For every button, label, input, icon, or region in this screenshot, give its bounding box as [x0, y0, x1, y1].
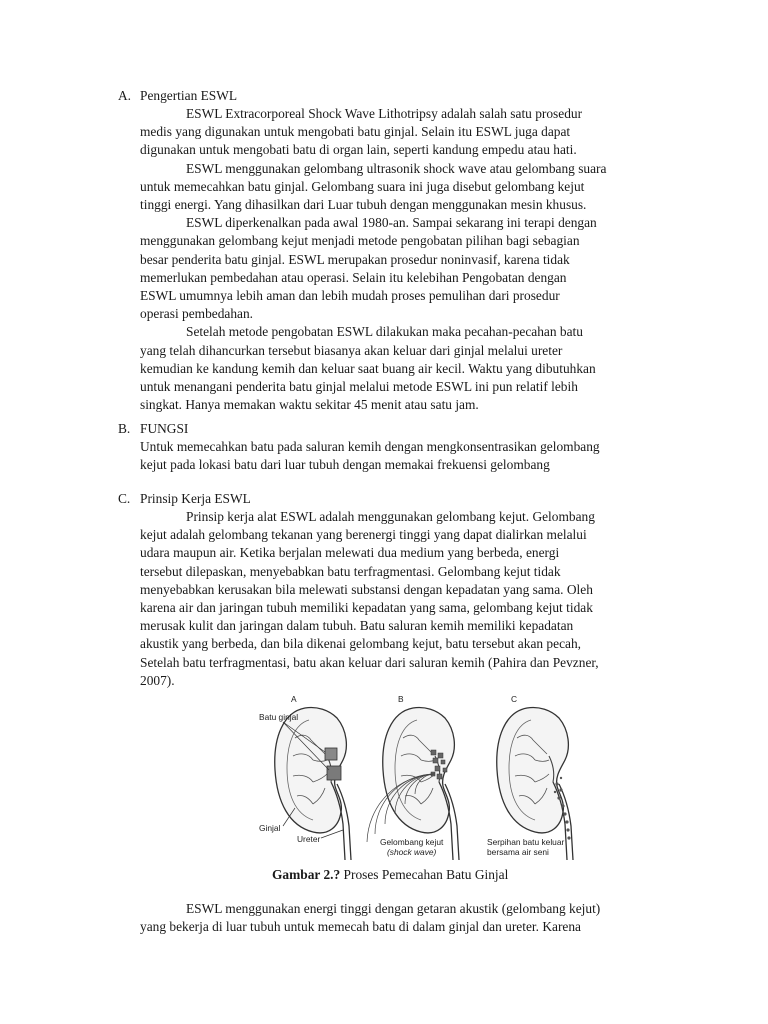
text-line: ESWL menggunakan energi tinggi dengan getaran akustik (gelombang kejut): [186, 901, 601, 916]
text-line: singkat. Hanya memakan waktu sekitar 45 menit atau satu jam.: [140, 397, 479, 413]
text-line: digunakan untuk mengobati batu di organ lain, seperti kandung empedu atau hati.: [140, 142, 577, 158]
figure-caption-text: Proses Pemecahan Batu Ginjal: [340, 867, 509, 882]
text-line: tersebut dilepaskan, menyebabkan batu terfragmentasi. Gelombang kejut tidak: [140, 563, 561, 579]
text-line: 2007).: [140, 672, 175, 688]
text-line: kejut adalah gelombang tekanan yang berenergi tinggi yang dapat dialirkan melalui: [140, 527, 587, 543]
text-line: Setelah metode pengobatan ESWL dilakukan maka pecahan-pecahan batu: [186, 324, 583, 340]
text-line: kemudian ke kandung kemih dan keluar saat buang air kecil. Waktu yang dibutuhkan: [140, 360, 596, 376]
text-line: besar penderita batu ginjal. ESWL merupakan prosedur noninvasif, karena tidak: [140, 251, 570, 267]
panel-label-a: A: [291, 694, 297, 704]
label-bersama-air-seni: bersama air seni: [487, 847, 549, 857]
section-c-title: Prinsip Kerja ESWL: [140, 491, 251, 506]
kidney-stone-lower: [327, 766, 341, 780]
section-b-title: FUNGSI: [140, 421, 189, 436]
section-a-letter: A.: [118, 88, 132, 103]
label-serpihan-batu: Serpihan batu keluar: [487, 837, 565, 847]
section-b-heading: [118, 420, 188, 438]
label-shock-wave: (shock wave): [387, 847, 437, 857]
text-line: menyebabkan kerusakan bila melewati substansi dengan kepadatan yang sama. Oleh: [140, 581, 593, 597]
text-line: ESWL Extracorporeal Shock Wave Lithotripsy adalah salah satu prosedur: [186, 106, 583, 121]
text-line: Setelah batu terfragmentasi, batu akan keluar dari saluran kemih (Pahira dan Pevzner,: [140, 654, 599, 670]
text-line: karena air dan jaringan tubuh memiliki kepadatan yang sama, gelombang kejut tidak: [140, 600, 593, 616]
text-line: ESWL umumnya lebih aman dan lebih mudah proses pemulihan dari prosedur: [140, 288, 560, 304]
section-a-title: Pengertian ESWL: [140, 88, 238, 103]
text-line: memerlukan pembedahan atau operasi. Selain itu kelebihan Pengobatan dengan: [140, 269, 567, 285]
text-line: akustik yang berbeda, dan bila dikenai gelombang kejut, batu tersebut akan pecah,: [140, 636, 581, 652]
text-line: udara maupun air. Ketika berjalan melewati dua medium yang berbeda, energi: [140, 545, 560, 561]
section-a-body: [140, 105, 676, 414]
section-c-letter: C.: [118, 491, 131, 506]
section-c-body: [140, 508, 676, 690]
panel-label-c: C: [511, 694, 518, 704]
figure-caption-number: Gambar 2.?: [272, 867, 341, 882]
text-line: untuk memecahkan batu ginjal. Gelombang suara ini juga disebut gelombang kejut: [140, 178, 585, 194]
section-a-heading: [118, 87, 237, 105]
text-line: untuk menangani penderita batu ginjal melalui metode ESWL ini pun relatif lebih: [140, 379, 578, 395]
text-line: tinggi energi. Yang dihasilkan dari Luar tubuh dengan menggunakan mesin khusus.: [140, 197, 587, 213]
text-line: menggunakan gelombang kejut menjadi metode pengobatan pilihan bagi sebagian: [140, 233, 580, 249]
text-line: operasi pembedahan.: [140, 306, 254, 322]
text-line: yang telah dihancurkan tersebut biasanya akan keluar dari ginjal melalui ureter: [140, 342, 563, 358]
figure-caption: [272, 866, 508, 884]
label-gelombang-kejut: Gelombang kejut: [380, 837, 444, 847]
text-line: yang bekerja di luar tubuh untuk memecah batu di dalam ginjal dan ureter. Karena: [140, 919, 581, 935]
text-line: merusak kulit dan jaringan dalam tubuh. Batu saluran kemih memiliki kepadatan: [140, 618, 574, 634]
text-line: Prinsip kerja alat ESWL adalah menggunakan gelombang kejut. Gelombang: [186, 509, 595, 524]
section-b-body: [140, 438, 676, 474]
kidney-stone-upper: [325, 748, 337, 760]
section-c-heading: [118, 490, 251, 508]
text-line: ESWL diperkenalkan pada awal 1980-an. Sampai sekarang ini terapi dengan: [186, 215, 597, 231]
panel-label-b: B: [398, 694, 404, 704]
label-ginjal: Ginjal: [259, 823, 281, 833]
kidney-eswl-figure: [255, 690, 600, 862]
text-line: kejut pada lokasi batu dari luar tubuh dengan memakai frekuensi gelombang: [140, 457, 550, 473]
label-ureter: Ureter: [297, 834, 321, 844]
section-b-letter: B.: [118, 421, 131, 436]
text-line: ESWL menggunakan gelombang ultrasonik shock wave atau gelombang suara: [186, 160, 607, 176]
label-batu-ginjal: Batu ginjal: [259, 712, 299, 722]
text-line: medis yang digunakan untuk mengobati batu ginjal. Selain itu ESWL juga dapat: [140, 124, 571, 140]
text-line: Untuk memecahkan batu pada saluran kemih dengan mengkonsentrasikan gelombang: [140, 439, 600, 454]
closing-paragraph: [140, 900, 676, 936]
